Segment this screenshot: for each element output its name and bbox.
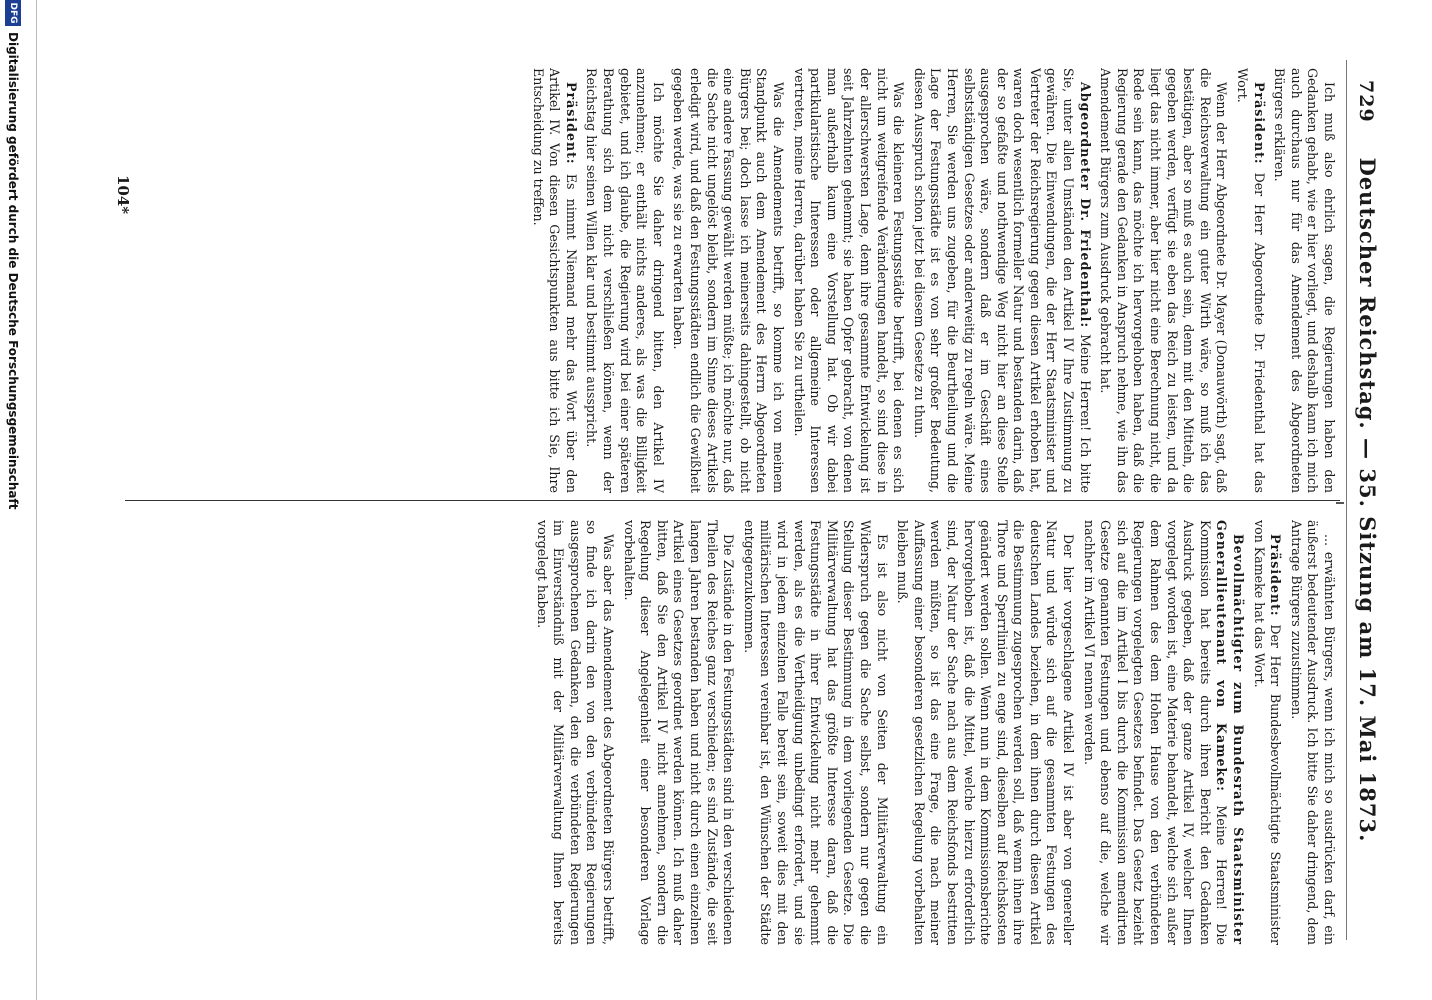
paragraph-text: Es ist also nicht von Seiten der Militärverwaltung ein Widerspruch gegen die Sache selbst, sondern nur gegen die Stellung dieser Bestimmung in dem vorliegenden Gesetze. Die Militärverwaltung hat das größte Interesse daran, daß die Festungsstädte in ihrer Entwickelung nicht mehr gehemmt werden, als es die Vertheidigung unbedingt erfordert, und sie wird in jedem einzelnen Falle bereit sein, soweit dies mit den militärischen Interessen vereinbar ist, den Wünschen der Städte entgegenzukommen. bbox=[741, 520, 890, 945]
paragraph bbox=[1097, 68, 1230, 493]
speaker-name: Abgeordneter Dr. Friedenthal: bbox=[1077, 82, 1093, 329]
speaker-name: Bevollmächtigter zum Bundesrath Staatsminister Generallieutenant von Kameke: bbox=[1214, 520, 1247, 945]
paragraph-text: ... erwähnten Bürgers, wenn ich mich so ausdrücken darf, ein äußerst bedeutender Ausdruck. Ich bitte Sie daher dringend, dem Antrage Bürgers zuzustimmen. bbox=[1288, 520, 1337, 945]
speaker-name: Präsident: bbox=[1268, 534, 1284, 617]
page-header-title: Deutscher Reichstag. — 35. Sitzung am 17. Mai 1873. bbox=[1355, 157, 1380, 843]
paragraph-text: Der Herr Abgeordnete Dr. Friedenthal hat das Wort. bbox=[1235, 68, 1267, 493]
paragraph bbox=[529, 68, 579, 493]
paragraph bbox=[1233, 68, 1266, 493]
paragraph bbox=[910, 68, 1093, 493]
paragraph-text: Ich muß also ehrlich sagen, die Regierungen haben den Gedanken gehabt, wie er hier vorliegt, und deshalb kann ich mich auch durchaus nur für das Amendement des Abgeordneten Bürgers erklären. bbox=[1272, 68, 1337, 493]
text-column-left bbox=[127, 68, 1337, 493]
paragraph-text: Ich möchte Sie daher dringend bitten, den Artikel IV anzunehmen; er enthält nichts anderes, als was die Billigkeit gebietet, und ich glaube, die Regierung wird bei einer späteren Berathung sich dem nicht verschließen können, wenn der Reichstag hier seinen Willen klar und bestimmt ausspricht. bbox=[584, 68, 666, 493]
column-mark bbox=[1336, 502, 1344, 504]
paragraph-text: Wenn der Herr Abgeordnete Dr. Mayer (Donauwörth) sagt, daß die Reichsverwaltung ein guter Wirth wäre, so muß ich das bestätigen, aber so muß es auch sein, denn mit den Mitteln, die gegeben werden, verfügt sie eben das Reich zu leisten, und da liegt das nicht immer, aber hier nicht eine Berechnung nicht, die Rede sein kann, das möchte ich hervorgehoben haben, daß die Regierung gerade den Gedanken in Anspruch nehme, wie ihn das Amendement Bürgers zum Ausdruck gebracht hat. bbox=[1098, 68, 1230, 493]
scan-edge bbox=[36, 0, 37, 1000]
column-divider bbox=[125, 500, 1340, 501]
paragraph bbox=[790, 68, 906, 493]
paragraph bbox=[1287, 520, 1337, 945]
speaker-name: Präsident: bbox=[563, 82, 579, 165]
paragraph bbox=[1250, 520, 1283, 945]
header-rule bbox=[1346, 60, 1347, 940]
paragraph bbox=[1080, 520, 1246, 945]
paragraph-text: Es nimmt Niemand mehr das Wort über den Artikel IV. Von diesen Gesichtspunkten aus bitte ich Sie, Ihre Entscheidung zu treffen. bbox=[530, 68, 579, 493]
paragraph-text: Die Zustände in den Festungsstädten sind in den verschiedenen Theilen des Reiches ganz verschieden; es sind Zustände, die seit langen Jahren bestanden haben und nicht durch einen einzelnen Artikel eines Gesetzes geordnet werden können. Ich muß daher bitten, daß Sie den Artikel IV nicht annehmen, sondern die Regelung dieser Angelegenheit einer besonderen Vorlage vorbehalten. bbox=[621, 520, 737, 945]
paragraph-text: Der Herr Bundesbevollmächtigte Staatsminister von Kameke hat das Wort. bbox=[1251, 520, 1284, 945]
paragraph bbox=[894, 520, 1077, 945]
paragraph bbox=[1271, 68, 1337, 493]
text-column-right bbox=[127, 520, 1337, 945]
paragraph-text: Meine Herren! Die Kommission hat bereits durch ihren Bericht den Gedanken Ausdruck gegeben, daß der ganze Artikel IV, welcher Ihnen vorgelegt worden ist, eine Materie behandelt, welche sich außer dem Rahmen des dem Hohen Hause von den verbündeten Regierungen vorgelegten Gesetzes befindet. Das Gesetz bezieht sich auf die im Artikel I bis durch die Kommission amendirten Gesetze genannten Festungen und ebenso auf die, welche wir nachher im Artikel VI nennen werden. bbox=[1081, 520, 1230, 945]
paragraph bbox=[740, 520, 889, 945]
paragraph-text: Was aber das Amendement des Abgeordneten Bürgers betrifft, so finde ich darin den von den verbündeten Regierungen ausgesprochenen Gedanken, den die verbündeten Regierungen im Einverständniß mit der Militärverwaltung Ihnen bereits vorgelegt haben. bbox=[534, 520, 617, 945]
sheet-number: 104* bbox=[114, 175, 132, 215]
paragraph bbox=[533, 520, 616, 945]
paragraph bbox=[620, 520, 736, 945]
footer-text: Digitalisierung gefördert durch die Deutsche Forschungsgemeinschaft bbox=[6, 32, 21, 510]
paragraph-text: Meine Herren! Ich bitte Sie, unter allen Umständen den Artikel IV Ihre Zustimmung zu gewähren. Die Einwendungen, die der Herr Staatsminister und Vertreter der Reichsregierung gegen diesen Artikel erhoben hat, waren doch wesentlich formeller Natur und bestanden darin, daß der so gefaßte und nothwendige Weg nicht hier an diese Stelle ausgesprochen wäre, sondern daß er im Geschäft eines selbstständigen Gesetzes oder anderweitig zu regeln wäre. Meine Herren, Sie werden uns zugeben, für die Beurtheilung und die Lage der Festungsstädte ist es von sehr großer Bedeutung, diesen Ausspruch schon jetzt bei diesem Gesetze zu thun. bbox=[911, 68, 1093, 493]
dfg-logo-icon: DFG bbox=[6, 0, 22, 26]
paragraph-text: Was die kleineren Festungsstädte betrifft, bei denen es sich nicht um weitgreifende Veränderungen handelt, so sind diese in der allerschwersten Lage, denn ihre gesammte Entwickelung ist seit Jahrzehnten gehemmt; sie haben Opfer gebracht, von denen man außerhalb kaum eine Vorstellung hat. Ob wir dabei partikularistische Interessen oder allgemeine Interessen vertreten, meine Herren, darüber haben Sie zu urtheilen. bbox=[791, 68, 907, 493]
paragraph-text: Was die Amendements betrifft, so komme ich von meinem Standpunkt auch dem Amendement des Herrn Abgeordneten Bürgers bei; doch lasse ich meinerseits dahingestellt, ob nicht eine andere Fassung gewählt werden müßte; ich möchte nur, daß die Sache nicht ungelöst bleibt, sondern im Sinne dieses Artikels erledigt wird, und daß den Festungsstädten endlich die Gewißheit gegeben werde, was sie zu erwarten haben. bbox=[671, 68, 786, 493]
digitization-footer bbox=[0, 0, 27, 1000]
paragraph-text: Der hier vorgeschlagene Artikel IV ist aber von genereller Natur und würde sich auf die gesammten Festungen des deutschen Landes beziehen, in dem ihnen durch diesen Artikel die Bestimmung zugesprochen werden soll, daß wenn ihnen ihre Thore und Sperrlinien zu enge sind, dieselben auf Reichskosten geändert werden sollen. Wenn nun in dem Kommissionsberichte hervorgehoben ist, daß die Mittel, welche hierzu erforderlich sind, der Natur der Sache nach aus dem Reichsfonds bestritten werden müßten, so ist das eine Frage, die nach meiner Auffassung einer besonderen gesetzlichen Regelung vorbehalten bleiben muß. bbox=[895, 520, 1077, 945]
paragraph bbox=[670, 68, 786, 493]
page-number: 729 bbox=[1355, 80, 1377, 123]
paragraph bbox=[583, 68, 666, 493]
speaker-name: Präsident: bbox=[1251, 82, 1267, 165]
